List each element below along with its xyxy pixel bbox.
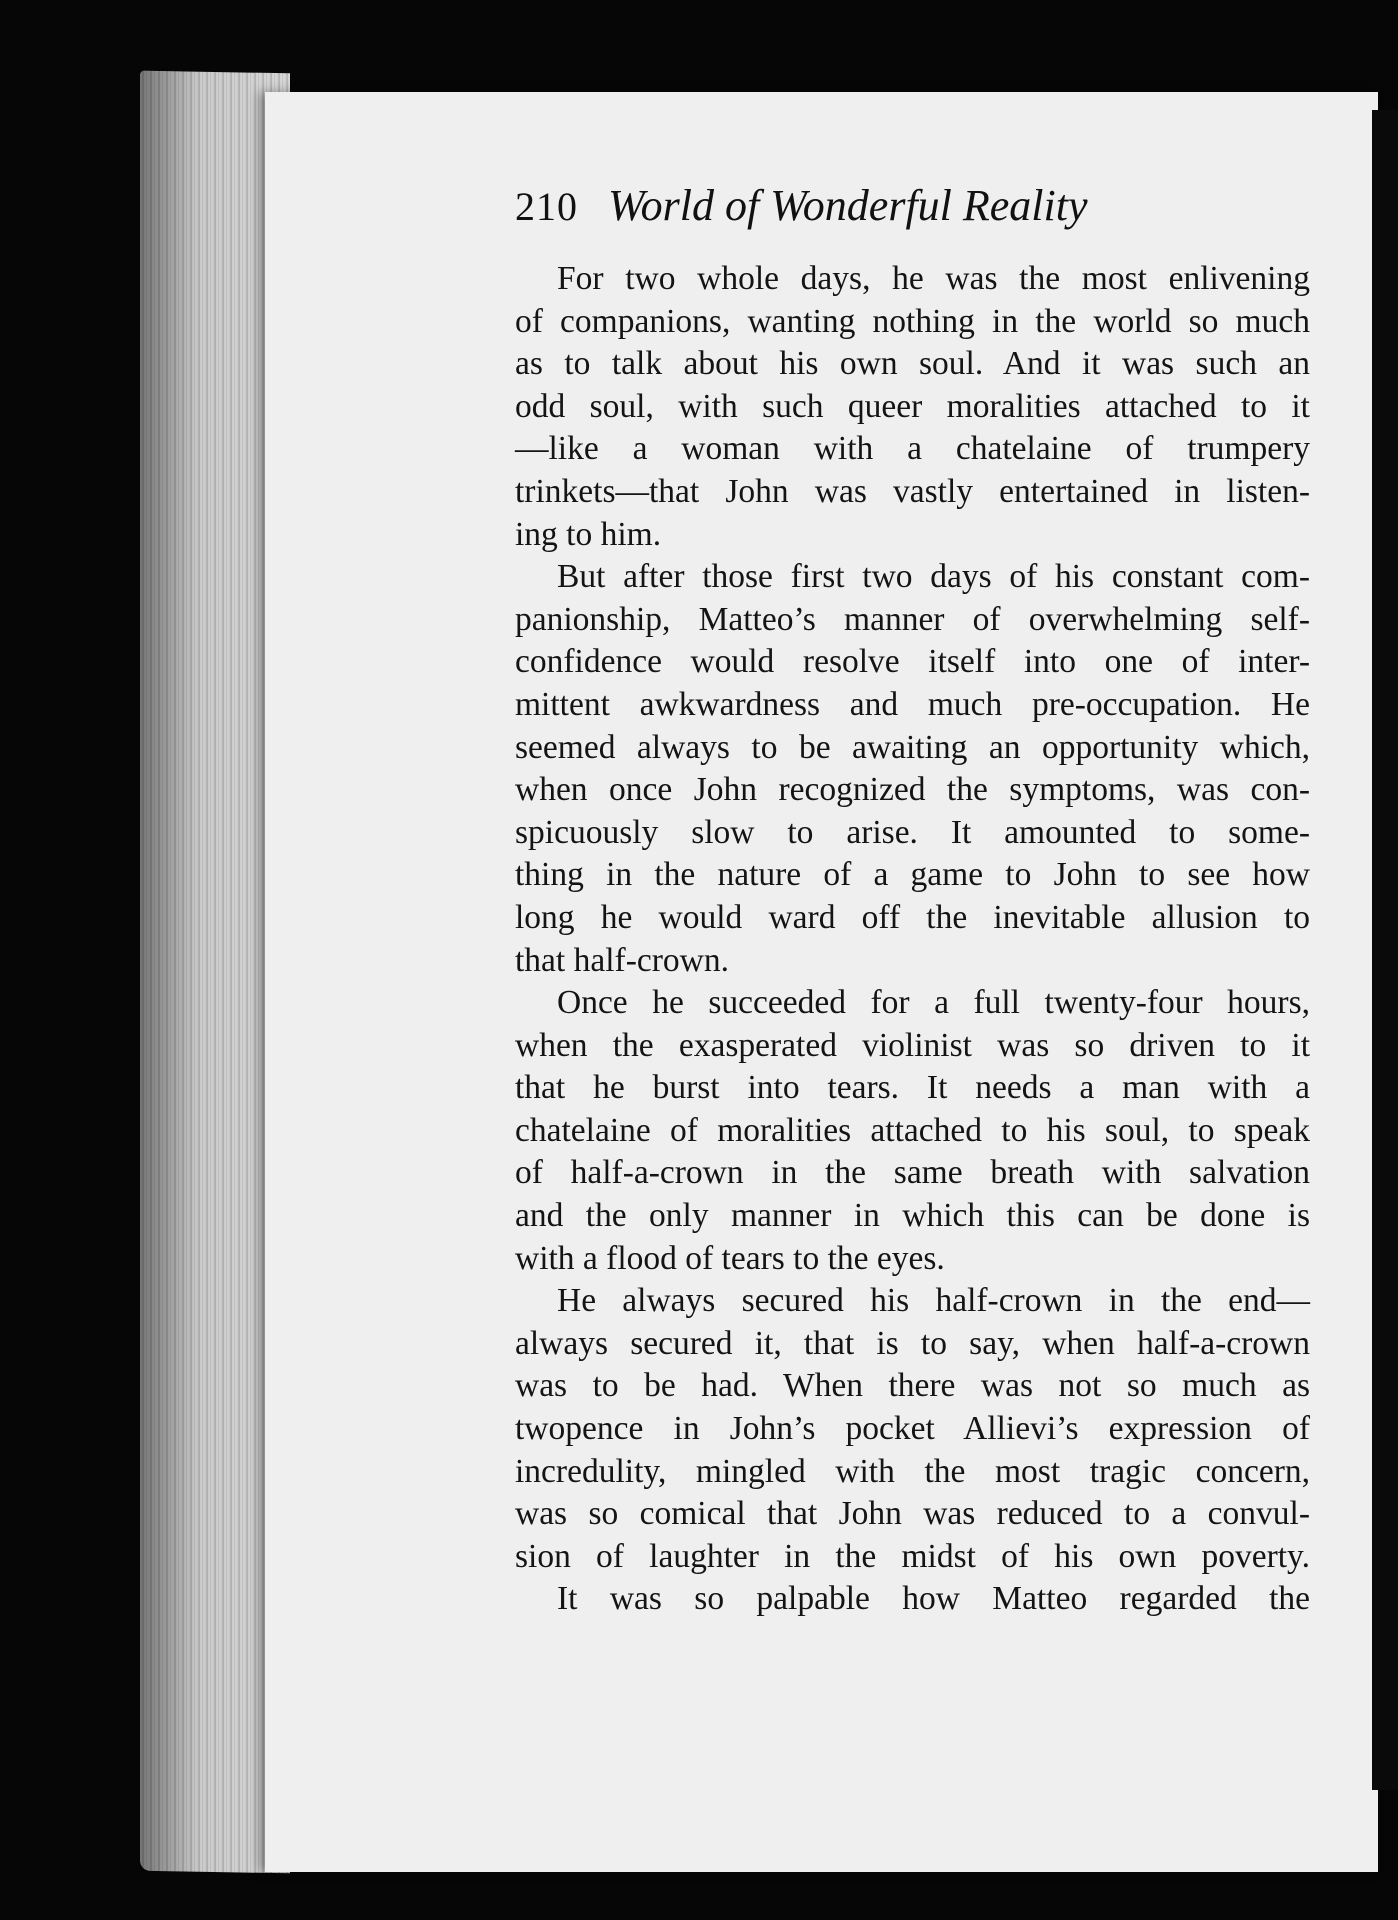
text-line: always secured it, that is to say, when half-a-crown (515, 1324, 1310, 1362)
text-line: For two whole days, he was the most enlivening (557, 260, 1310, 297)
text-line: Once he succeeded for a full twenty-four hours, (557, 984, 1310, 1022)
text-line: that he burst into tears. It needs a man with a (515, 1069, 1310, 1107)
text-line: It was so palpable how Matteo regarded the (557, 1580, 1310, 1618)
text-line: confidence would resolve itself into one of inter- (515, 643, 1310, 681)
text-line: sion of laughter in the midst of his own poverty. (515, 1537, 1310, 1575)
text-line: when once John recognized the symptoms, was con- (515, 771, 1310, 809)
text-line: when the exasperated violinist was so driven to it (515, 1026, 1310, 1064)
text-line: mittent awkwardness and much pre-occupation. He (515, 685, 1310, 723)
page-shadow (1372, 110, 1398, 1790)
text-line: —like a woman with a chatelaine of trumpery (515, 430, 1310, 468)
text-line: of half-a-crown in the same breath with salvation (515, 1154, 1310, 1192)
page-number: 210 (515, 184, 578, 229)
text-line: and the only manner in which this can be done is (515, 1197, 1310, 1235)
text-line: seemed always to be awaiting an opportunity which, (515, 728, 1310, 766)
text-line: trinkets—that John was vastly entertained in listen- (515, 472, 1310, 510)
text-line: But after those first two days of his constant com- (557, 558, 1310, 596)
text-line: with a flood of tears to the eyes. (515, 1239, 945, 1277)
text-line: as to talk about his own soul. And it was such an (515, 345, 1310, 383)
running-title: World of Wonderful Reality (608, 181, 1088, 230)
text-line: thing in the nature of a game to John to see how (515, 856, 1310, 894)
text-line: long he would ward off the inevitable allusion to (515, 898, 1310, 936)
text-line: panionship, Matteo’s manner of overwhelming self- (515, 600, 1310, 638)
text-line: ing to him. (515, 515, 662, 553)
text-line: spicuously slow to arise. It amounted to some- (515, 813, 1310, 851)
text-line: was to be had. When there was not so much as (515, 1367, 1310, 1405)
text-line: of companions, wanting nothing in the world so much (515, 302, 1310, 340)
text-line: that half-crown. (515, 941, 729, 979)
text-line: chatelaine of moralities attached to his soul, to speak (515, 1111, 1310, 1149)
text-line: twopence in John’s pocket Allievi’s expression of (515, 1410, 1310, 1448)
text-line: incredulity, mingled with the most tragic concern, (515, 1452, 1310, 1490)
text-line: He always secured his half-crown in the end— (557, 1282, 1310, 1320)
body-text (515, 258, 1310, 1621)
text-line: odd soul, with such queer moralities attached to it (515, 387, 1310, 425)
text-line: was so comical that John was reduced to a convul- (515, 1495, 1310, 1533)
page-header (515, 180, 1295, 240)
